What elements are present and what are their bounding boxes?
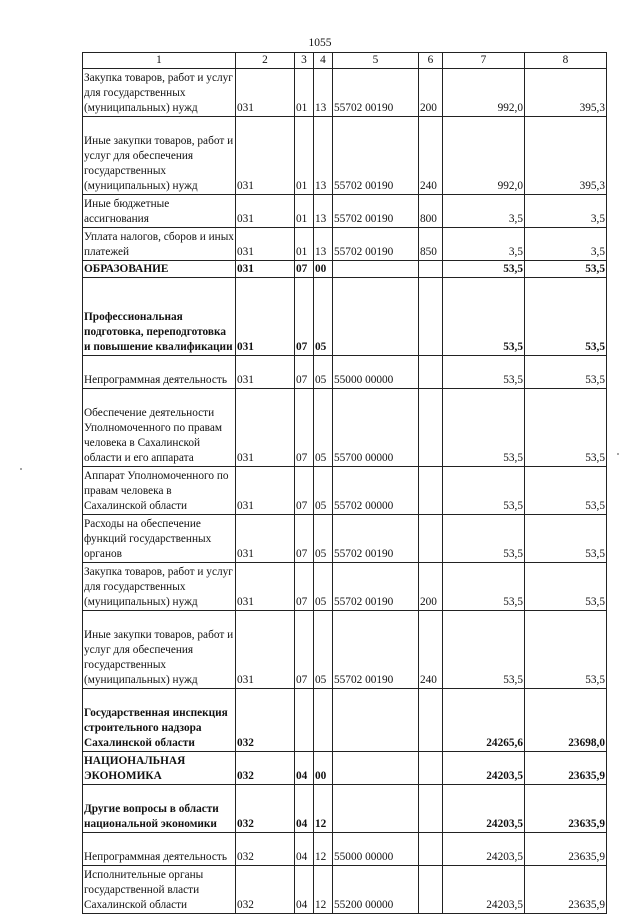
row-name-cell: Иные закупки товаров, работ и услуг для обеспечения государственных (муниципальных) нужд xyxy=(83,117,236,195)
row-admin-code-cell: 031 xyxy=(236,467,295,515)
table-row xyxy=(83,611,607,689)
row-section-cell: 04 xyxy=(295,785,314,833)
row-expense-type-cell: 850 xyxy=(419,228,443,261)
row-admin-code-cell: 031 xyxy=(236,278,295,356)
row-name-cell: Расходы на обеспечение функций государственных органов xyxy=(83,515,236,563)
row-subsection-cell: 13 xyxy=(314,117,333,195)
row-target-item-cell: 55000 00000 xyxy=(333,833,419,866)
row-section-cell: 04 xyxy=(295,833,314,866)
row-admin-code-cell: 031 xyxy=(236,195,295,228)
row-target-item-cell xyxy=(333,278,419,356)
row-name-cell: Аппарат Уполномоченного по правам человека в Сахалинской области xyxy=(83,467,236,515)
row-amount-col7-cell: 24203,5 xyxy=(443,785,525,833)
row-admin-code-cell: 031 xyxy=(236,563,295,611)
row-subsection-cell: 13 xyxy=(314,195,333,228)
header-cell: 1 xyxy=(83,53,236,69)
table-row xyxy=(83,195,607,228)
row-subsection-cell: 12 xyxy=(314,833,333,866)
table-body xyxy=(83,53,607,914)
row-section-cell: 07 xyxy=(295,278,314,356)
table-row xyxy=(83,563,607,611)
row-admin-code-cell: 031 xyxy=(236,356,295,389)
row-expense-type-cell xyxy=(419,467,443,515)
row-expense-type-cell xyxy=(419,356,443,389)
row-name-cell: Закупка товаров, работ и услуг для государственных (муниципальных) нужд xyxy=(83,563,236,611)
row-admin-code-cell: 032 xyxy=(236,752,295,785)
row-expense-type-cell xyxy=(419,261,443,278)
row-section-cell: 01 xyxy=(295,228,314,261)
row-name-cell: Обеспечение деятельности Уполномоченного по правам человека в Сахалинской области и его аппарата xyxy=(83,389,236,467)
row-admin-code-cell: 031 xyxy=(236,117,295,195)
row-target-item-cell: 55700 00000 xyxy=(333,389,419,467)
row-amount-col7-cell: 24265,6 xyxy=(443,689,525,752)
row-subsection-cell: 13 xyxy=(314,69,333,117)
row-amount-col8-cell: 23635,9 xyxy=(525,833,607,866)
row-section-cell: 01 xyxy=(295,117,314,195)
row-amount-col8-cell: 23635,9 xyxy=(525,785,607,833)
row-expense-type-cell: 800 xyxy=(419,195,443,228)
row-target-item-cell: 55000 00000 xyxy=(333,356,419,389)
row-target-item-cell xyxy=(333,689,419,752)
row-amount-col8-cell: 3,5 xyxy=(525,228,607,261)
row-expense-type-cell xyxy=(419,752,443,785)
row-amount-col8-cell: 53,5 xyxy=(525,611,607,689)
row-amount-col7-cell: 24203,5 xyxy=(443,752,525,785)
row-admin-code-cell: 031 xyxy=(236,389,295,467)
table-row xyxy=(83,389,607,467)
row-amount-col7-cell: 24203,5 xyxy=(443,833,525,866)
row-section-cell: 07 xyxy=(295,467,314,515)
row-section-cell xyxy=(295,689,314,752)
row-subsection-cell: 05 xyxy=(314,467,333,515)
header-cell: 8 xyxy=(525,53,607,69)
row-admin-code-cell: 031 xyxy=(236,69,295,117)
row-amount-col7-cell: 53,5 xyxy=(443,278,525,356)
table-row xyxy=(83,356,607,389)
header-cell: 4 xyxy=(314,53,333,69)
table-row xyxy=(83,752,607,785)
row-expense-type-cell xyxy=(419,515,443,563)
row-target-item-cell: 55702 00190 xyxy=(333,195,419,228)
table-row xyxy=(83,117,607,195)
row-amount-col7-cell: 53,5 xyxy=(443,467,525,515)
budget-table xyxy=(82,52,607,914)
row-expense-type-cell xyxy=(419,389,443,467)
row-amount-col7-cell: 24203,5 xyxy=(443,866,525,914)
scan-speck xyxy=(617,453,619,455)
row-section-cell: 07 xyxy=(295,389,314,467)
table-row xyxy=(83,689,607,752)
row-amount-col8-cell: 23698,0 xyxy=(525,689,607,752)
row-section-cell: 01 xyxy=(295,195,314,228)
row-section-cell: 07 xyxy=(295,563,314,611)
header-cell: 3 xyxy=(295,53,314,69)
row-target-item-cell: 55702 00190 xyxy=(333,515,419,563)
header-cell: 2 xyxy=(236,53,295,69)
row-name-cell: Уплата налогов, сборов и иных платежей xyxy=(83,228,236,261)
table-row xyxy=(83,467,607,515)
row-section-cell: 07 xyxy=(295,515,314,563)
row-amount-col7-cell: 53,5 xyxy=(443,563,525,611)
row-target-item-cell: 55702 00190 xyxy=(333,69,419,117)
header-cell: 7 xyxy=(443,53,525,69)
row-subsection-cell: 12 xyxy=(314,785,333,833)
row-target-item-cell xyxy=(333,785,419,833)
row-amount-col8-cell: 3,5 xyxy=(525,195,607,228)
row-subsection-cell: 05 xyxy=(314,356,333,389)
row-subsection-cell: 05 xyxy=(314,515,333,563)
header-cell: 6 xyxy=(419,53,443,69)
row-name-cell: Непрограммная деятельность xyxy=(83,356,236,389)
row-name-cell: Непрограммная деятельность xyxy=(83,833,236,866)
row-amount-col8-cell: 53,5 xyxy=(525,563,607,611)
row-expense-type-cell xyxy=(419,785,443,833)
row-section-cell: 07 xyxy=(295,611,314,689)
row-amount-col7-cell: 53,5 xyxy=(443,611,525,689)
row-subsection-cell: 05 xyxy=(314,611,333,689)
row-admin-code-cell: 031 xyxy=(236,611,295,689)
row-target-item-cell: 55702 00000 xyxy=(333,467,419,515)
row-name-cell: Государственная инспекция строительного надзора Сахалинской области xyxy=(83,689,236,752)
row-subsection-cell: 05 xyxy=(314,278,333,356)
row-amount-col7-cell: 53,5 xyxy=(443,356,525,389)
row-amount-col7-cell: 53,5 xyxy=(443,515,525,563)
row-name-cell: Другие вопросы в области национальной экономики xyxy=(83,785,236,833)
table-row xyxy=(83,866,607,914)
row-admin-code-cell: 031 xyxy=(236,228,295,261)
row-expense-type-cell xyxy=(419,278,443,356)
row-target-item-cell: 55702 00190 xyxy=(333,611,419,689)
row-expense-type-cell: 200 xyxy=(419,69,443,117)
row-target-item-cell: 55702 00190 xyxy=(333,117,419,195)
table-row xyxy=(83,69,607,117)
row-subsection-cell: 05 xyxy=(314,389,333,467)
row-section-cell: 04 xyxy=(295,866,314,914)
row-target-item-cell: 55702 00190 xyxy=(333,228,419,261)
row-section-cell: 04 xyxy=(295,752,314,785)
row-expense-type-cell: 200 xyxy=(419,563,443,611)
table-row xyxy=(83,261,607,278)
table-row xyxy=(83,833,607,866)
table-row xyxy=(83,228,607,261)
header-row xyxy=(83,53,607,69)
row-expense-type-cell: 240 xyxy=(419,117,443,195)
row-subsection-cell: 13 xyxy=(314,228,333,261)
row-amount-col7-cell: 992,0 xyxy=(443,69,525,117)
row-amount-col7-cell: 992,0 xyxy=(443,117,525,195)
row-name-cell: Профессиональная подготовка, переподготовка и повышение квалификации xyxy=(83,278,236,356)
row-name-cell: Закупка товаров, работ и услуг для государственных (муниципальных) нужд xyxy=(83,69,236,117)
row-name-cell: Иные бюджетные ассигнования xyxy=(83,195,236,228)
row-subsection-cell: 00 xyxy=(314,752,333,785)
row-amount-col7-cell: 53,5 xyxy=(443,389,525,467)
row-amount-col7-cell: 53,5 xyxy=(443,261,525,278)
row-admin-code-cell: 032 xyxy=(236,785,295,833)
row-name-cell: ОБРАЗОВАНИЕ xyxy=(83,261,236,278)
row-amount-col8-cell: 23635,9 xyxy=(525,752,607,785)
row-expense-type-cell xyxy=(419,833,443,866)
row-admin-code-cell: 032 xyxy=(236,689,295,752)
row-section-cell: 07 xyxy=(295,261,314,278)
row-subsection-cell: 12 xyxy=(314,866,333,914)
row-amount-col8-cell: 53,5 xyxy=(525,467,607,515)
row-target-item-cell xyxy=(333,752,419,785)
row-admin-code-cell: 031 xyxy=(236,261,295,278)
row-section-cell: 07 xyxy=(295,356,314,389)
page-number: 1055 xyxy=(308,37,332,49)
row-target-item-cell: 55702 00190 xyxy=(333,563,419,611)
table-row xyxy=(83,785,607,833)
row-amount-col8-cell: 53,5 xyxy=(525,261,607,278)
row-amount-col8-cell: 53,5 xyxy=(525,356,607,389)
row-amount-col7-cell: 3,5 xyxy=(443,195,525,228)
row-amount-col8-cell: 23635,9 xyxy=(525,866,607,914)
row-section-cell: 01 xyxy=(295,69,314,117)
header-cell: 5 xyxy=(333,53,419,69)
row-name-cell: НАЦИОНАЛЬНАЯ ЭКОНОМИКА xyxy=(83,752,236,785)
row-admin-code-cell: 032 xyxy=(236,833,295,866)
row-subsection-cell: 05 xyxy=(314,563,333,611)
row-name-cell: Исполнительные органы государственной власти Сахалинской области xyxy=(83,866,236,914)
row-expense-type-cell xyxy=(419,866,443,914)
row-target-item-cell: 55200 00000 xyxy=(333,866,419,914)
row-amount-col7-cell: 3,5 xyxy=(443,228,525,261)
row-amount-col8-cell: 53,5 xyxy=(525,389,607,467)
row-expense-type-cell xyxy=(419,689,443,752)
row-admin-code-cell: 031 xyxy=(236,515,295,563)
table-row xyxy=(83,278,607,356)
table-row xyxy=(83,515,607,563)
row-amount-col8-cell: 395,3 xyxy=(525,69,607,117)
row-admin-code-cell: 032 xyxy=(236,866,295,914)
row-subsection-cell xyxy=(314,689,333,752)
row-name-cell: Иные закупки товаров, работ и услуг для обеспечения государственных (муниципальных) нужд xyxy=(83,611,236,689)
row-target-item-cell xyxy=(333,261,419,278)
row-expense-type-cell: 240 xyxy=(419,611,443,689)
row-amount-col8-cell: 53,5 xyxy=(525,278,607,356)
row-amount-col8-cell: 395,3 xyxy=(525,117,607,195)
scan-speck xyxy=(20,468,22,470)
row-subsection-cell: 00 xyxy=(314,261,333,278)
row-amount-col8-cell: 53,5 xyxy=(525,515,607,563)
